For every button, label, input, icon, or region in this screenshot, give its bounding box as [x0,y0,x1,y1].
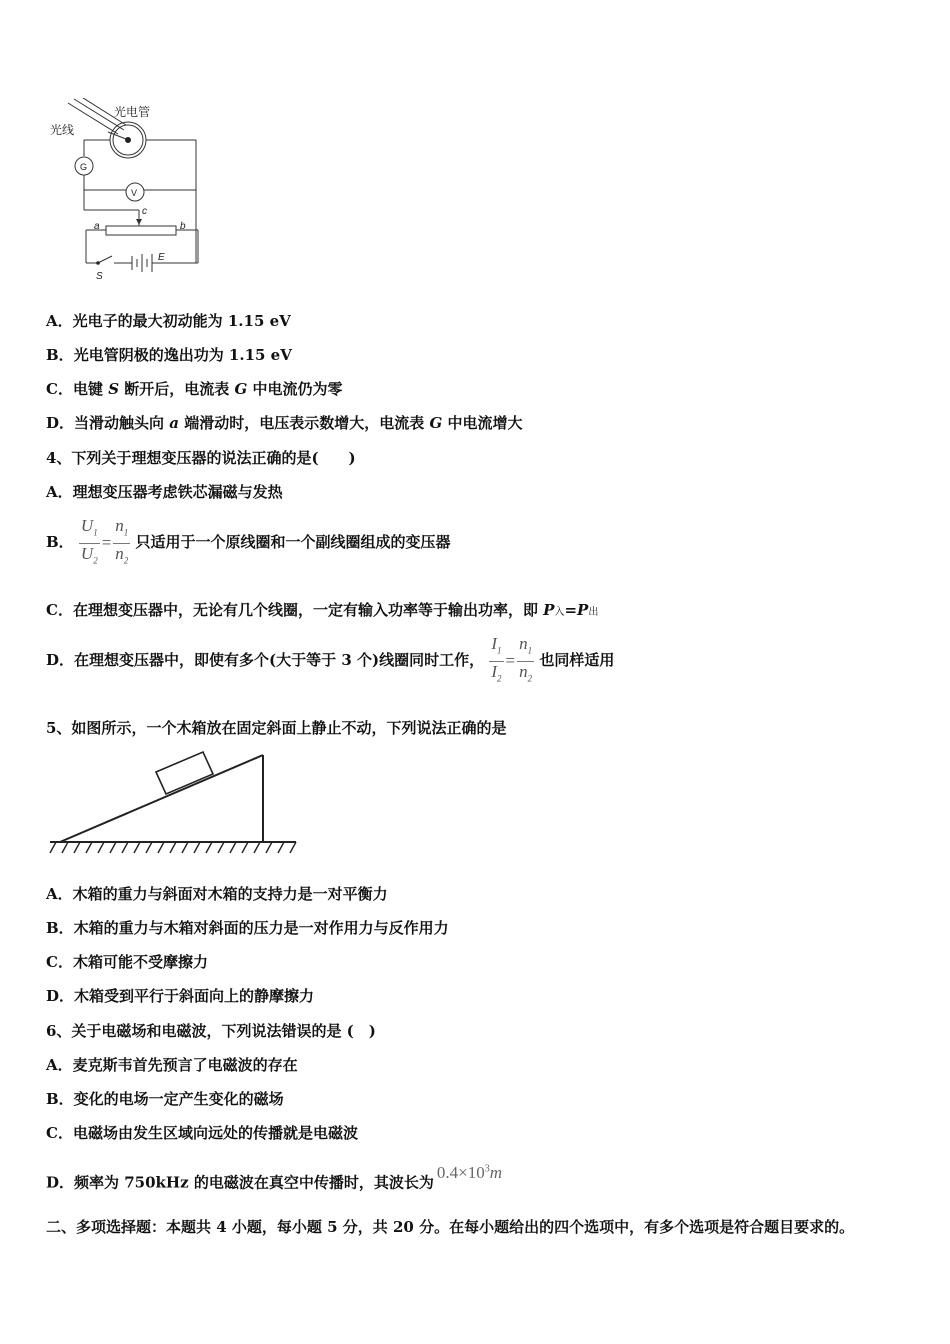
slider-c-label: c [142,206,147,217]
q6-option-d: D．频率为 750kHz 的电磁波在真空中传播时，其波长为$0.4\times 10^3m$ [46,1162,502,1192]
q4-option-d: D．在理想变压器中，即使有多个(大于等于 3 个)线圈同时工作， $\frac{I_1}{I_2}$ = $\frac{n_1}{n_2}$ 也同样适用 [46,634,614,688]
end-a-label: a [94,221,100,232]
photoelectric-circuit-figure [46,98,216,283]
q6-wavelength-value: $0.4\times 10^3m$ [436,1162,502,1182]
battery-e-label: E [158,252,165,263]
q4-b-rhs-fraction: $\frac{n_1}{n_2}$ [115,516,129,565]
switch-s-label: S [96,271,103,282]
q4-d-lhs-fraction: $\frac{I_1}{I_2}$ [491,634,502,683]
q6-option-c: C．电磁场由发生区域向远处的传播就是电磁波 [46,1124,358,1142]
q4-option-b: B． $\frac{U_1}{U_2}$ = $\frac{n_1}{n_2}$ 只适用于一个原线圈和一个副线圈组成的变压器 [46,516,451,570]
q5-option-d: D．木箱受到平行于斜面向上的静摩擦力 [46,987,315,1005]
end-b-label: b [180,221,186,232]
q4-option-c: C．在理想变压器中，无论有几个线圈，一定有输入功率等于输出功率，即 P入=P出 [46,601,599,619]
incline-box-figure [46,745,306,860]
q6-stem: 6、关于电磁场和电磁波，下列说法错误的是 ( ) [46,1022,376,1040]
light-label: 光线 [50,123,75,137]
q3-option-d: D．当滑动触头向 a 端滑动时，电压表示数增大，电流表 G 中电流增大 [46,414,523,432]
q6-option-b: B．变化的电场一定产生变化的磁场 [46,1090,284,1108]
q3-option-c: C．电键 S 断开后，电流表 G 中电流仍为零 [46,380,343,398]
q4-stem: 4、下列关于理想变压器的说法正确的是( ) [46,449,356,467]
q4-b-lhs-fraction: $\frac{U_1}{U_2}$ [80,516,98,565]
voltmeter-label: V [131,188,138,198]
q3-option-a: A．光电子的最大初动能为 1.15 eV [46,312,291,330]
tube-label: 光电管 [114,105,151,119]
q5-option-a: A．木箱的重力与斜面对木箱的支持力是一对平衡力 [46,885,388,903]
q5-option-c: C．木箱可能不受摩擦力 [46,953,208,971]
q3-option-b: B．光电管阴极的逸出功为 1.15 eV [46,346,292,364]
q5-stem: 5、如图所示，一个木箱放在固定斜面上静止不动，下列说法正确的是 [46,719,507,737]
q4-d-rhs-fraction: $\frac{n_1}{n_2}$ [519,634,533,683]
q6-option-a: A．麦克斯韦首先预言了电磁波的存在 [46,1056,298,1074]
q4-option-a: A．理想变压器考虑铁芯漏磁与发热 [46,483,283,501]
q5-option-b: B．木箱的重力与木箱对斜面的压力是一对作用力与反作用力 [46,919,449,937]
section-2-heading: 二、多项选择题：本题共 4 小题，每小题 5 分，共 20 分。在每小题给出的四个选项中，有多个选项是符合题目要求的。 [46,1218,855,1236]
ground-hatching [50,842,296,853]
galvanometer-label: G [80,162,88,172]
